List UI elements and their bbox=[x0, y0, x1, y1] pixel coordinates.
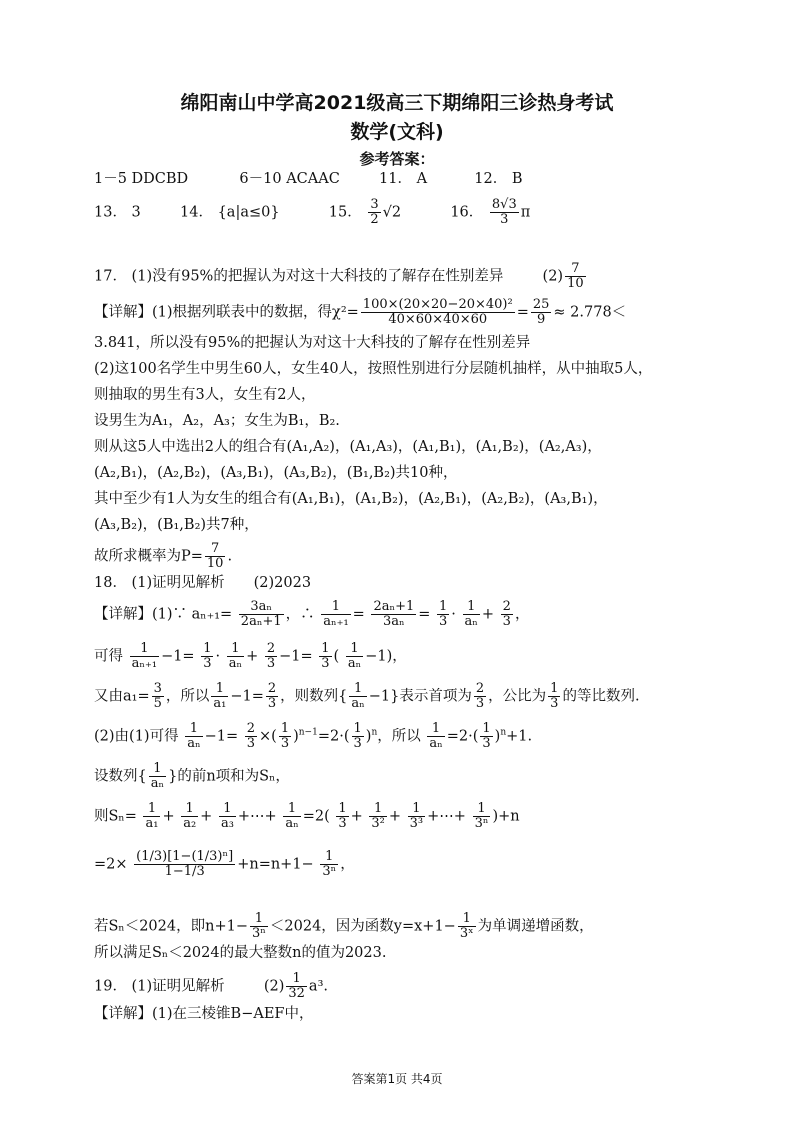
answer-13: 13． 3 bbox=[94, 204, 141, 221]
q18-detail-2: 可得 $\frac{1}{\text{aₙ₊₁}}$ −1= $\frac{1}{3}$ · $\frac{1}{\text{aₙ}}$ + $\frac{2}{3}$ −1= $\frac{1}{3}$ ( $\frac{1}{\text{aₙ}}$ −1)， bbox=[94, 641, 407, 671]
q18-detail-3: 又由a₁= $\frac{3}{5}$ ，所以 $\frac{1}{\text{a₁}}$ −1= $\frac{2}{3}$ ，则数列{ $\frac{1}{\text{aₙ}}$ −1}表示首项为 $\frac{2}{3}$ ，公比为 $\frac{1}{3}$ 的等比数列. bbox=[94, 681, 640, 711]
radical: √2 bbox=[382, 204, 402, 221]
fraction: $\frac{3}{2}$ bbox=[370, 197, 379, 227]
fraction: $\frac{25}{9}$ bbox=[532, 297, 550, 327]
q18-text: 的前n项和为Sₙ， bbox=[177, 768, 290, 785]
q18-detail-1: 【详解】(1)∵ aₙ₊₁= $\frac{\text{3aₙ}}{\text{2aₙ+1}}$ ，∴ $\frac{1}{\text{aₙ₊₁}}$ = $\frac{\text{2aₙ+1}}{\text{3aₙ}}$ = $\frac{1}{3}$ · $\frac{1}{\text{aₙ}}$ + $\frac{2}{3}$ ， bbox=[94, 599, 530, 629]
q19-head: 19． (1)证明见解析 (2) $\frac{1}{32}$ a³. bbox=[94, 971, 328, 1001]
q17-detail-8: 其中至少有1人为女生的组合有(A₁,B₁)，(A₁,B₂)，(A₂,B₁)，(A₂,B₂)，(A₃,B₁)， bbox=[94, 491, 608, 507]
chi-fraction: $\frac{\text{100×(20×20−20×40)²}}{40\times 60\times 40\times 60}$ bbox=[362, 297, 513, 327]
answer-15: 15． bbox=[328, 204, 362, 221]
q17-detail-10: 故所求概率为P= $\frac{7}{10}$ . bbox=[94, 541, 233, 571]
q19-answer: 19． (1)证明见解析 bbox=[94, 978, 225, 995]
answer-row-1 bbox=[94, 170, 522, 188]
q18-text: 设数列 bbox=[94, 768, 138, 785]
q17-detail-4: 则抽取的男生有3人，女生有2人， bbox=[94, 387, 316, 403]
q18-text: 则Sₙ= bbox=[94, 808, 137, 825]
page-footer: 答案第1页 共4页 bbox=[351, 1072, 443, 1086]
subject-title: 数学(文科) bbox=[350, 121, 444, 143]
q18-detail-6: 则Sₙ= $\frac{1}{\text{a₁}}$ + $\frac{1}{\text{a₂}}$ + $\frac{1}{\text{a₃}}$ +⋯+ $\frac{1}{\text{aₙ}}$ =2( $\frac{1}{3}$ + $\frac{1}{\text{3²}}$ + $\frac{1}{\text{3³}}$ +⋯+ $\frac{1}{\text{3ⁿ}}$ )+n bbox=[94, 801, 520, 831]
q18-text: 【详解】(1)∵ aₙ₊₁= bbox=[94, 606, 233, 623]
q17-detail-2: 3.841，所以没有95%的把握认为对这十大科技的了解存在性别差异 bbox=[94, 335, 531, 351]
q18-detail-4: (2)由(1)可得 $\frac{1}{\text{aₙ}}$ −1= $\frac{2}{3}$ ×( $\frac{1}{3}$ )$^{n-1}$=2·( $\frac{1}{3}$ )$^n$，所以 $\frac{1}{\text{aₙ}}$ =2·( $\frac{1}{3}$ )$^n$+1. bbox=[94, 721, 533, 751]
q19-detail-1: 【详解】(1)在三棱锥B−AEF中， bbox=[94, 1006, 314, 1022]
q18-text: 若Sₙ＜2024，即n+1− bbox=[94, 918, 248, 935]
fraction: $\frac{7}{10}$ bbox=[567, 261, 584, 291]
q18-detail-5: 设数列{ $\frac{1}{\text{aₙ}}$ }的前n项和为Sₙ， bbox=[94, 761, 290, 791]
answer-16: 16． bbox=[450, 204, 484, 221]
q18-text: 又由a₁= bbox=[94, 688, 150, 705]
q17-probability: 故所求概率为P= bbox=[94, 548, 203, 565]
approx-value: ≈ 2.778＜ bbox=[553, 304, 627, 321]
q17-head bbox=[94, 262, 588, 291]
q18-detail-8: 若Sₙ＜2024，即n+1− $\frac{1}{\text{3ⁿ}}$ ＜2024，因为函数y=x+1− $\frac{1}{\text{3ˣ}}$ 为单调递增函数， bbox=[94, 911, 594, 941]
answer-6-10: 6－10 ACAAC bbox=[239, 171, 340, 187]
q18-text: 为单调递增函数， bbox=[477, 918, 594, 935]
q18-text: 可得 bbox=[94, 648, 123, 665]
q18-text: ，则数列 bbox=[280, 688, 339, 705]
q17-answer: 17． (1)没有95%的把握认为对这十大科技的了解存在性别差异 bbox=[94, 268, 504, 285]
answer-row-2 bbox=[94, 198, 530, 227]
q18-text: ＜2024，因为函数y=x+1− bbox=[269, 918, 456, 935]
equals: = bbox=[516, 304, 529, 321]
q18-text: 的等比数列. bbox=[562, 688, 640, 705]
q18-text: ，所以 bbox=[377, 728, 421, 745]
q17-detail-9: (A₃,B₂)，(B₁,B₂)共7种， bbox=[94, 517, 259, 533]
q18-detail-7: =2× $\frac{\text{(1/3)[1−(1/3)ⁿ]}}{1-1/3}$ +n=n+1− $\frac{1}{\text{3ⁿ}}$ ， bbox=[94, 849, 355, 879]
fraction: $\frac{7}{10}$ bbox=[206, 541, 224, 571]
exam-title: 绵阳南山中学高2021级高三下期绵阳三诊热身考试 bbox=[180, 92, 614, 114]
q18-text: =2× bbox=[94, 856, 128, 873]
q17-detail-5: 设男生为A₁，A₂，A₃；女生为B₁，B₂. bbox=[94, 413, 340, 429]
q18-text: 表示首项为 bbox=[399, 688, 472, 705]
q17-detail-1 bbox=[94, 298, 626, 327]
q17-part2: (2) bbox=[542, 268, 564, 285]
answer-11: 11． A bbox=[379, 171, 428, 187]
q17-text: 【详解】(1)根据列联表中的数据，得χ²= bbox=[94, 304, 359, 321]
fraction: $\frac{8√3}{3}$ bbox=[491, 197, 517, 227]
answers-label: 参考答案： bbox=[359, 150, 435, 168]
answer-1-5: 1－5 DDCBD bbox=[94, 171, 189, 187]
pi-symbol: π bbox=[520, 204, 531, 221]
q18-text: ，所以 bbox=[165, 688, 210, 705]
q17-detail-6: 则从这5人中选出2人的组合有(A₁,A₂)，(A₁,A₃)，(A₁,B₁)，(A₁,B₂)，(A₂,A₃)， bbox=[94, 439, 602, 455]
q18-text: ，公比为 bbox=[488, 688, 547, 705]
q17-detail-7: (A₂,B₁)，(A₂,B₂)，(A₃,B₁)，(A₃,B₂)，(B₁,B₂)共10种， bbox=[94, 465, 458, 481]
q18-detail-9: 所以满足Sₙ＜2024的最大整数n的值为2023. bbox=[94, 945, 387, 961]
answer-12: 12． B bbox=[474, 171, 523, 187]
q18-text: (2)由(1)可得 bbox=[94, 728, 179, 745]
answer-14: 14． {a|a≤0} bbox=[180, 204, 280, 221]
q18-head: 18． (1)证明见解析 (2)2023 bbox=[94, 575, 312, 591]
q17-detail-3: (2)这100名学生中男生60人，女生40人，按照性别进行分层随机抽样，从中抽取5人， bbox=[94, 361, 653, 377]
q19-part2: (2) bbox=[263, 978, 285, 995]
